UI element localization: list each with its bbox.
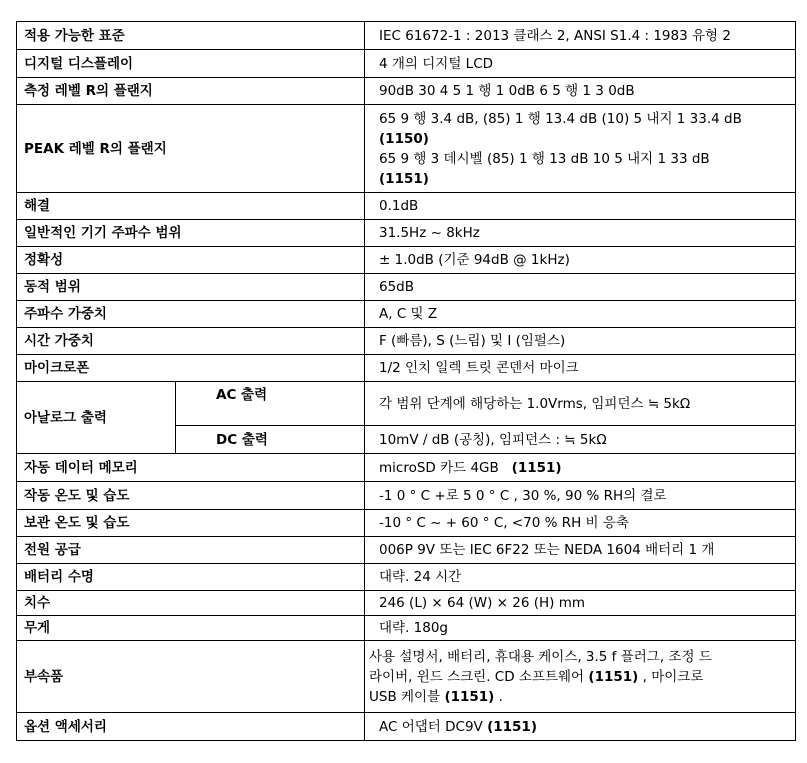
value-battery-life: 대략. 24 시간 — [365, 564, 796, 591]
value-microphone: 1/2 인치 일렉 트릿 콘덴서 마이크 — [365, 355, 796, 382]
value-power: 006P 9V 또는 IEC 6F22 또는 NEDA 1604 배터리 1 개 — [365, 537, 796, 564]
row-options — [17, 713, 796, 741]
label-microphone: 마이크로폰 — [17, 355, 365, 382]
value-resolution: 0.1dB — [365, 193, 796, 220]
row-meas-range — [17, 78, 796, 105]
row-memory — [17, 454, 796, 482]
label-time-weight: 시간 가중치 — [17, 328, 365, 355]
row-accessories — [17, 641, 796, 713]
accessories-software-model: (1151) — [588, 668, 639, 685]
peak-model-1151: (1151) — [379, 170, 429, 187]
label-display: 디지털 디스플레이 — [17, 50, 365, 78]
value-time-weight: F (빠름), S (느림) 및 I (임펄스) — [365, 328, 796, 355]
options-text: AC 어댑터 DC9V — [379, 718, 483, 735]
value-memory — [365, 454, 796, 482]
accessories-line-1: 사용 설명서, 배터리, 휴대용 케이스, 3.5 f 플러그, 조정 드 — [369, 648, 712, 665]
label-accuracy: 정확성 — [17, 247, 365, 274]
label-battery-life: 배터리 수명 — [17, 564, 365, 591]
options-model: (1151) — [487, 718, 537, 735]
peak-model-1150: (1150) — [379, 130, 429, 147]
value-display: 4 개의 디지털 LCD — [365, 50, 796, 78]
label-analog-output: 아날로그 출력 — [17, 382, 176, 454]
row-peak-range — [17, 105, 796, 193]
value-freq-weight: A, C 및 Z — [365, 301, 796, 328]
label-accessories: 부속품 — [17, 641, 365, 713]
value-ac-output: 각 범위 단계에 해당하는 1.0Vrms, 임피던스 ≒ 5kΩ — [365, 382, 796, 426]
accessories-line-2-tail: , 마이크로 — [642, 668, 704, 685]
label-op-temp: 작동 온도 및 습도 — [17, 482, 365, 510]
row-freq-range — [17, 220, 796, 247]
value-standard: IEC 61672-1 : 2013 클래스 2, ANSI S1.4 : 1983 유형 2 — [365, 22, 796, 50]
value-storage-temp: -10 ° C ~ + 60 ° C, <70 % RH 비 응축 — [365, 510, 796, 537]
value-weight: 대략. 180g — [365, 616, 796, 641]
row-dynamic-range — [17, 274, 796, 301]
row-microphone — [17, 355, 796, 382]
label-options: 옵션 액세서리 — [17, 713, 365, 741]
value-meas-range: 90dB 30 4 5 1 행 1 0dB 6 5 행 1 3 0dB — [365, 78, 796, 105]
label-power: 전원 공급 — [17, 537, 365, 564]
value-dynamic-range: 65dB — [365, 274, 796, 301]
value-accessories — [365, 641, 796, 713]
value-options — [365, 713, 796, 741]
value-accuracy: ± 1.0dB (기준 94dB @ 1kHz) — [365, 247, 796, 274]
value-dc-output: 10mV / dB (공칭), 임피던스 : ≒ 5kΩ — [365, 426, 796, 454]
accessories-line-3-tail: . — [498, 688, 503, 705]
row-op-temp — [17, 482, 796, 510]
label-meas-range: 측정 레벨 R의 플랜지 — [17, 78, 365, 105]
label-ac-output: AC 출력 — [176, 382, 365, 426]
accessories-line-2 — [369, 667, 789, 687]
value-peak-range — [365, 105, 796, 193]
label-resolution: 해결 — [17, 193, 365, 220]
row-weight — [17, 616, 796, 641]
value-op-temp: -1 0 ° C +로 5 0 ° C , 30 %, 90 % RH의 결로 — [365, 482, 796, 510]
label-standard: 적용 가능한 표준 — [17, 22, 365, 50]
row-time-weight — [17, 328, 796, 355]
label-memory: 자동 데이터 메모리 — [17, 454, 365, 482]
accessories-line-2-text: 라이버, 윈드 스크린. CD 소프트웨어 — [369, 668, 585, 685]
row-accuracy — [17, 247, 796, 274]
label-freq-weight: 주파수 가중치 — [17, 301, 365, 328]
label-dimensions: 치수 — [17, 591, 365, 616]
memory-model: (1151) — [511, 459, 562, 476]
spec-table — [16, 21, 796, 741]
value-dimensions: 246 (L) × 64 (W) × 26 (H) mm — [365, 591, 796, 616]
row-analog-ac — [17, 382, 796, 426]
memory-text: microSD 카드 4GB — [379, 459, 499, 476]
peak-line-1: 65 9 행 3.4 dB, (85) 1 행 13.4 dB (10) 5 내지 1 33.4 dB — [379, 110, 742, 127]
value-freq-range: 31.5Hz ~ 8kHz — [365, 220, 796, 247]
row-storage-temp — [17, 510, 796, 537]
label-peak-range: PEAK 레벨 R의 플랜지 — [17, 105, 365, 193]
label-dc-output: DC 출력 — [176, 426, 365, 454]
row-dimensions — [17, 591, 796, 616]
label-dynamic-range: 동적 범위 — [17, 274, 365, 301]
row-resolution — [17, 193, 796, 220]
label-freq-range: 일반적인 기기 주파수 범위 — [17, 220, 365, 247]
row-display — [17, 50, 796, 78]
accessories-usb-model: (1151) — [444, 688, 495, 705]
row-standard — [17, 22, 796, 50]
peak-line-2: 65 9 행 3 데시벨 (85) 1 행 13 dB 10 5 내지 1 33 dB — [379, 150, 710, 167]
label-storage-temp: 보관 온도 및 습도 — [17, 510, 365, 537]
row-power — [17, 537, 796, 564]
label-weight: 무게 — [17, 616, 365, 641]
accessories-line-3-text: USB 케이블 — [369, 688, 441, 705]
row-freq-weight — [17, 301, 796, 328]
row-battery-life — [17, 564, 796, 591]
accessories-line-3 — [369, 687, 789, 707]
